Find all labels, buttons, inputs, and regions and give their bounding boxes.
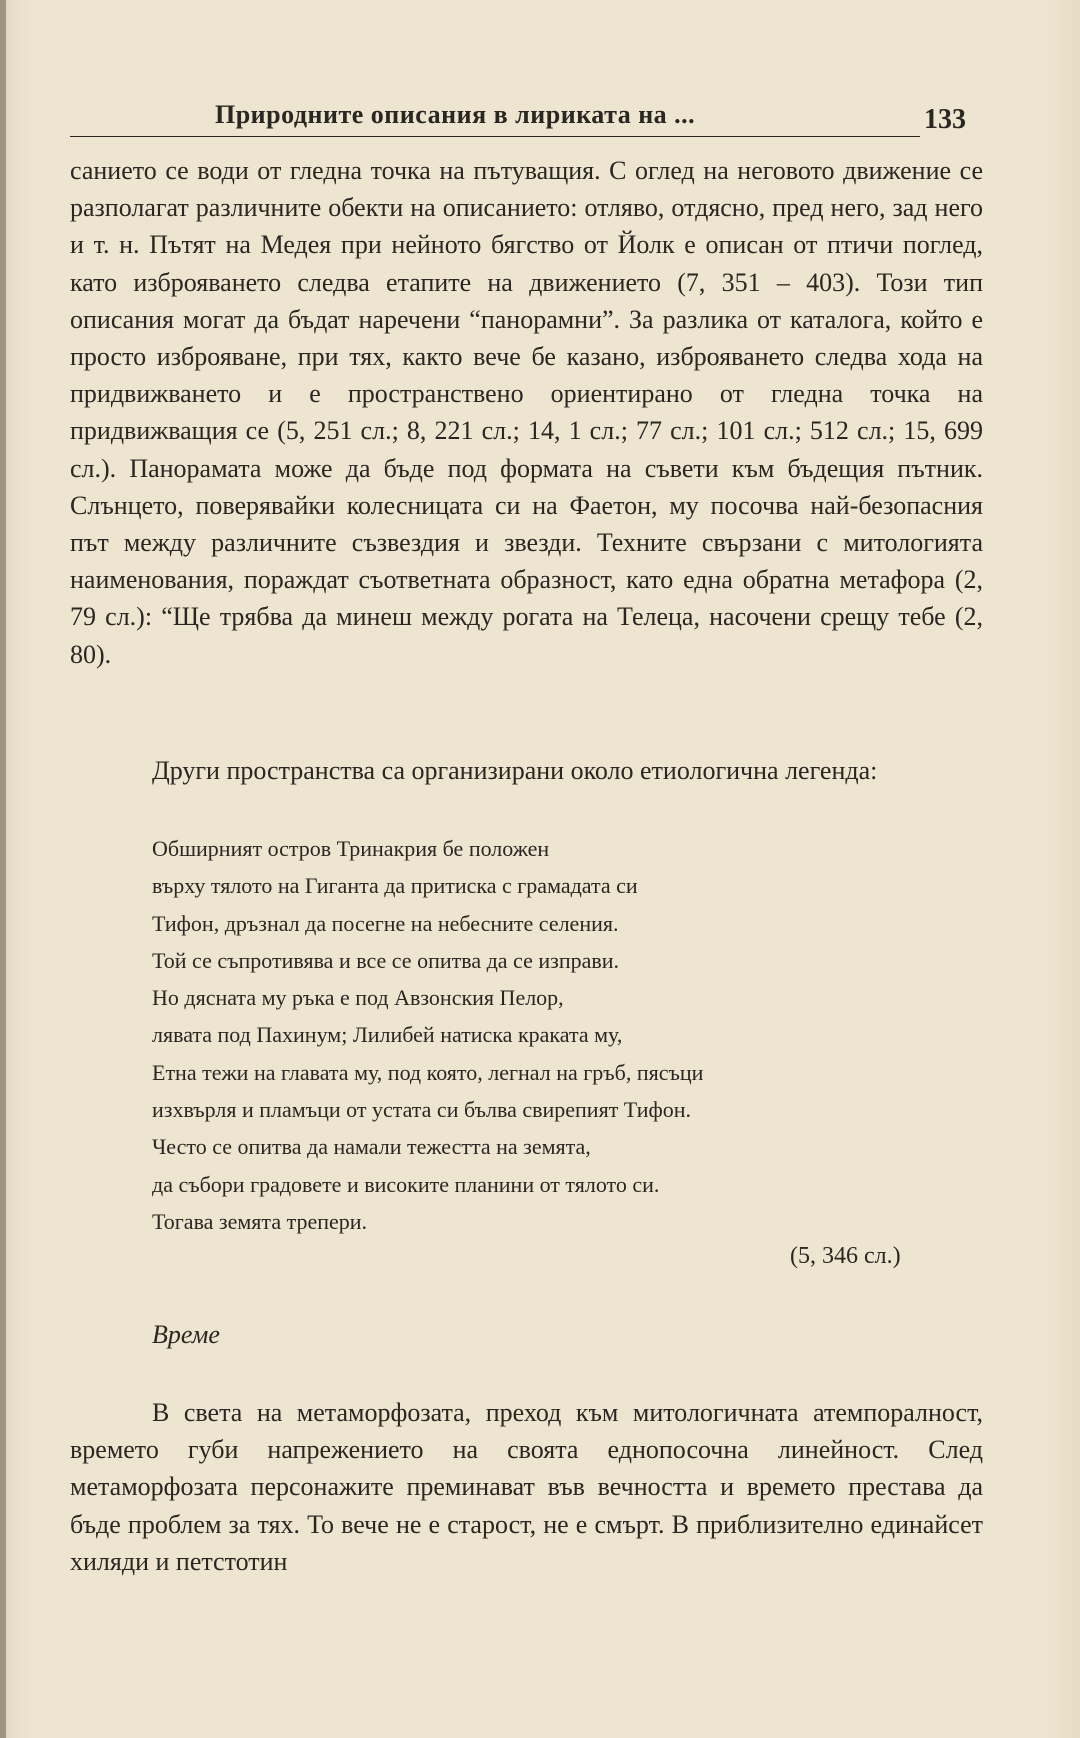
spine-shadow [0, 0, 6, 1738]
poem-line: да събори градовете и високите планини от тялото си. [152, 1171, 660, 1197]
poem-line: върху тялото на Гиганта да притиска с грамадата си [152, 873, 638, 899]
header-rule [70, 136, 920, 137]
poem-line: Обширният остров Тринакрия бе положен [152, 836, 550, 861]
poem-line: Но дясната му ръка е под Авзонския Пелор, [152, 985, 564, 1011]
poem-line: Често се опитва да намали тежестта на земята, [152, 1134, 591, 1160]
poem-line: Той се съпротивява и все се опитва да се изправи. [152, 947, 620, 973]
page-number: 133 [924, 104, 966, 135]
section-heading-time: Време [152, 1320, 220, 1349]
poem-citation: (5, 346 сл.) [790, 1243, 901, 1269]
poem-quotation [152, 830, 972, 1240]
poem-line: изхвърля и пламъци от устата си бълва свирепият Тифон. [152, 1097, 691, 1123]
poem-line: лявата под Пахинум; Лилибей натиска краката му, [152, 1022, 623, 1048]
running-header-title: Природните описания в лириката на ... [215, 100, 696, 129]
paragraph-time: В света на метаморфозата, преход към митологичната атемпоралност, времето губи напрежението на своята еднопосочна линейност. След метаморфозата персонажите преминават във вечността и времето престава да бъде проблем за тях. То вече не е старост, не е смърт. В приблизително единайсет хиляди и петстотин [70, 1398, 983, 1576]
running-header [70, 96, 980, 140]
poem-line: Тогава земята трепери. [152, 1208, 368, 1234]
paragraph-etiological-legend: Други пространства са организирани около етиологична легенда: [152, 756, 878, 785]
poem-line: Тифон, дръзнал да посегне на небесните селения. [152, 910, 619, 936]
paragraph-panoramic-descriptions: санието се води от гледна точка на пътуващия. С оглед на неговото движение се разполагат различните обекти на описанието: отляво, отдясно, пред него, зад него и т. н. Пътят на Медея при нейното бягство от Йолк е описан от птичи поглед, като изброяването следва етапите на движението (7, 351 – 403). Този тип описания могат да бъдат наречени “панорамни”. За разлика от каталога, който е просто изброяване, при тях, както вече бе казано, изброяването следва хода на придвижването и е пространствено ориентирано от гледна точка на придвижващия се (5, 251 сл.; 8, 221 сл.; 14, 1 сл.; 77 сл.; 101 сл.; 512 сл.; 15, 699 сл.). Панорамата може да бъде под формата на съвети към бъдещия пътник. Слънцето, поверявайки колесницата си на Фаетон, му посочва най-безопасния път между различните съзвездия и звезди. Техните свързани с митологията наименования, пораждат съответната образност, като една обратна метафора (2, 79 сл.): “Ще трябва да минеш между рогата на Телеца, насочени срещу тебе (2, 80). [70, 156, 983, 669]
poem-line: Етна тежи на главата му, под която, легнал на гръб, пясъци [152, 1059, 704, 1085]
